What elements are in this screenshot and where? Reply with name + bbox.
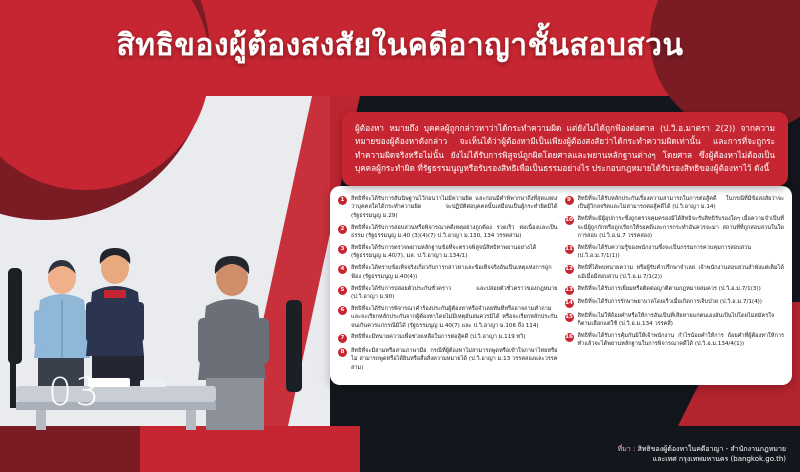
rights-list-card — [330, 186, 792, 385]
source-credit — [618, 444, 786, 464]
slide-number: 03 — [48, 370, 103, 414]
list-item — [565, 215, 785, 240]
list-item-text: สิทธิที่จะได้รับการเยี่ยมหรือติดต่อญาติตามกฎหมายสมควร (ป.วิ.อ.ม.7/1(3)) — [577, 285, 761, 292]
source-label: ที่มา : — [617, 444, 636, 453]
list-item — [338, 285, 558, 302]
list-item — [565, 264, 785, 281]
rights-column-left — [338, 195, 558, 376]
list-item — [338, 195, 558, 220]
list-item-text: สิทธิที่จะได้รับการสอบสวนหรือพิจารณาคดีเหตุอย่างถูกต้อง รวดเร็ว ต่อเนื่องและเป็นธรรม (รัฐธรรมนูญ ม.40 (3)(4)(7) ป.วิ.อาญา ม.130, 134 วรรคสาม) — [351, 224, 558, 240]
list-item — [338, 347, 558, 372]
list-item — [338, 244, 558, 261]
list-item-text: สิทธิที่จะไม่ให้ถ้อยคำหรือให้การอันเป็นที่เสียหายแก่ตนเองอันเป็นไปโดยไม่สมัครใจก็ตามเลือกแต่ใช้ (ป.วิ.อ.ม.134 วรรคสี่) — [577, 312, 775, 327]
list-item-text: สิทธิที่จะมีทนายความเพื่อช่วยเหลือในการต่อสู้คดี (ป.วิ.อาญา ม.119 ทวิ) — [351, 334, 526, 341]
list-item-number: 6 — [338, 306, 347, 315]
list-item — [565, 285, 785, 295]
list-item — [338, 305, 558, 330]
list-item — [565, 244, 785, 261]
list-item — [338, 224, 558, 241]
list-item — [565, 195, 785, 212]
source-text-1: สิทธิของผู้ต้องหาในคดีอาญา - สำนักงานกฎหมาย — [637, 444, 786, 453]
list-item-number: 8 — [338, 348, 347, 357]
rights-column-right — [565, 195, 785, 376]
background-bottom-darkred-bar — [0, 426, 140, 472]
list-item-number: 11 — [565, 245, 573, 252]
list-item-text: สิทธิที่จะได้รับการพิจารณาคำร้องประกันผู้ต้องหาหรือจำเลยทันทีหรืออาจถามคำถาม และจะเรียกหลักประกันจากผู้ต้องหาโดยไม่มีเหตุอันสมควรมิได้ หรือจะเรียกหลักประกันจนเกินควรแก่กรณีมิได้ (รัฐธรรมนูญ ม.40(7) และ ป.วิ.อาญา ม.106 ถึง 114) — [351, 305, 558, 329]
source-text-2: และเทศ กรุงเทพมหานคร (bangkok.go.th) — [652, 454, 786, 463]
list-item-text: สิทธิที่ได้พบทนายความ หรือผู้รับคำปรึกษาจำเลย เจ้าพนักงานสอบสวนลำพังแต่เต็มได้ แม้เมื่อมีสอบสวน (ป.วิ.อ.ม.7/1(2)) — [577, 265, 784, 280]
source-line-1 — [618, 444, 786, 454]
definition-text: ผู้ต้องหา หมายถึง บุคคลผู้ถูกกล่าวหาว่าได้กระทำความผิด แต่ยังไม่ได้ถูกฟ้องต่อศาล (ป.วิ.อ.มาตรา 2(2)) จากความหมายของผู้ต้องหาดังกล่าว จะเห็นได้ว่าผู้ต้องหามีเป็นเพียงผู้ต้องสงสัยว่าได้กระทำความผิดเท่านั้น และการที่จะถูกระทำความผิดจริงหรือไม่นั้น ยังไม่ได้รับการพิสูจน์ถูกผิดโดยศาลและพยานหลักฐานต่างๆ โดยศาล ซึ่งผู้ต้องหาไม่ต้องเป็นบุคคลผู้กระทำผิด ที่รัฐธรรมนูญหรือรับรองสิทธิเพื่อเป็นธรรมอย่างไร ประกอบกฎหมายได้รับรองสิทธิของผู้ต้องหาไว้ ดังนี้ — [355, 123, 775, 173]
list-item-text: สิทธิที่จะมีผู้อุปการะซึ่งถูกตรวจคุมครองมิได้สิทธิจะรับสิทธิรับรองใดๆ เมื่อความจำเป็นที่จะมีผู้ถูกกักหรือถูกเรียกให้รอคดีและการกระทำอันควรจะมา สถานที่ที่ถูกสอบสวนในใดการสอบ (ป.วิ.อ.ม.7 วรรคสอง) — [577, 216, 784, 240]
list-item-number: 14 — [565, 300, 573, 307]
list-item-number: 9 — [565, 196, 574, 205]
list-item-text: สิทธิที่จะมีล่ามหรือล่ามภาษามือ กรณีที่ผู้ต้องหาไม่สามารถพูดหรือเข้าใจภาษาไทยหรือไม่ สามารถพูดหรือได้ยินหรือสื่อสิ่งความหมายได้ (ป.วิ.อาญา ม.13 วรรคสองและวรรคสาม) — [351, 347, 558, 371]
list-item-number: 13 — [565, 286, 573, 293]
list-item-text: สิทธิที่จะได้รับการสันนิษฐานไว้ก่อนว่าไม่มีความผิด และก่อนมีคำพิพากษาถึงที่สุดแสดงว่าบุคคลใดได้กระทำความผิด จะปฏิบัติต่อบุคคลนั้นเสมือนเป็นผู้กระทำผิดมิได้ (รัฐธรรมนูญ ม.29) — [351, 196, 558, 219]
list-item-text: สิทธิที่จะได้รับการรักษาพยาบาลโดยเร็วเมื่อเกิดการเจ็บป่วย (ป.วิ.อ.ม.7/1(4)) — [577, 299, 762, 306]
list-item — [565, 298, 785, 308]
page-title: สิทธิของผู้ต้องสงสัยในคดีอาญาชั้นสอบสวน — [116, 28, 684, 63]
list-item-text: สิทธิที่จะได้รับการตรวจพยานหลักฐานข้อที่จะตรวจพิสูจน์สิทธิหาพยานอย่างได้ (รัฐธรรมนูญ ม.40/7), มล. ป.วิ.อาญา ม.134/1) — [351, 244, 537, 260]
list-item — [565, 312, 785, 329]
definition-box — [342, 112, 788, 186]
list-item-number: 1 — [338, 196, 347, 205]
list-item-number: 15 — [565, 313, 573, 320]
list-item-number: 3 — [338, 245, 347, 254]
list-item — [338, 333, 558, 343]
list-item-text: สิทธิที่จะได้รับการคุ้มกันมิให้เจ้าพนักงาน กำไรน้อยคำให้การ ถ้อยคำที่ผู้ต้องหาให้การทำแล้วจะได้พยานหลักฐานในการพิจารณาคดีได้ (ป.วิ.อ.ม.134/4(1)) — [577, 332, 784, 348]
list-item-text: สิทธิที่จะได้รับการปล่อยตัวประกันชั่วคราว และปล่อยตัวชั่วคราวของกฎหมาย (ป.วิ.อาญา ม.90) — [351, 285, 558, 300]
list-item-text: สิทธิที่จะได้ทราบข้อเท็จจริงเกี่ยวกับการกล่าวหาและข้อเท็จจริงอันเป็นเหตุแห่งการถูกฟ้อง (รัฐธรรมนูญ ม.40(4)) — [351, 265, 552, 280]
list-item-number: 16 — [565, 333, 573, 340]
list-item — [565, 332, 785, 349]
list-item-number: 10 — [565, 217, 573, 224]
list-item — [338, 264, 558, 281]
list-item-number: 5 — [338, 286, 347, 295]
list-item-number: 2 — [338, 225, 347, 234]
list-item-number: 7 — [338, 334, 347, 343]
list-item-number: 12 — [565, 266, 573, 273]
list-item-text: สิทธิที่จะได้รับหลักประกันเรื่องความสามารถในการต่อสู้คดี ในกรณีที่มีข้อสงสัยว่าจะเป็นผู้วิกลจริตและไม่สามารถต่อสู้คดีได้ (ป.วิ.อาญา ม.14) — [577, 196, 784, 211]
list-item-text: สิทธิที่จะได้รับความรู้ของพนักงานซึ่งจะเป็นกรรมการควบคุมการสอบสวน (ป.วิ.อ.ม.7/1(1)) — [577, 244, 752, 260]
list-item-number: 4 — [338, 265, 347, 274]
